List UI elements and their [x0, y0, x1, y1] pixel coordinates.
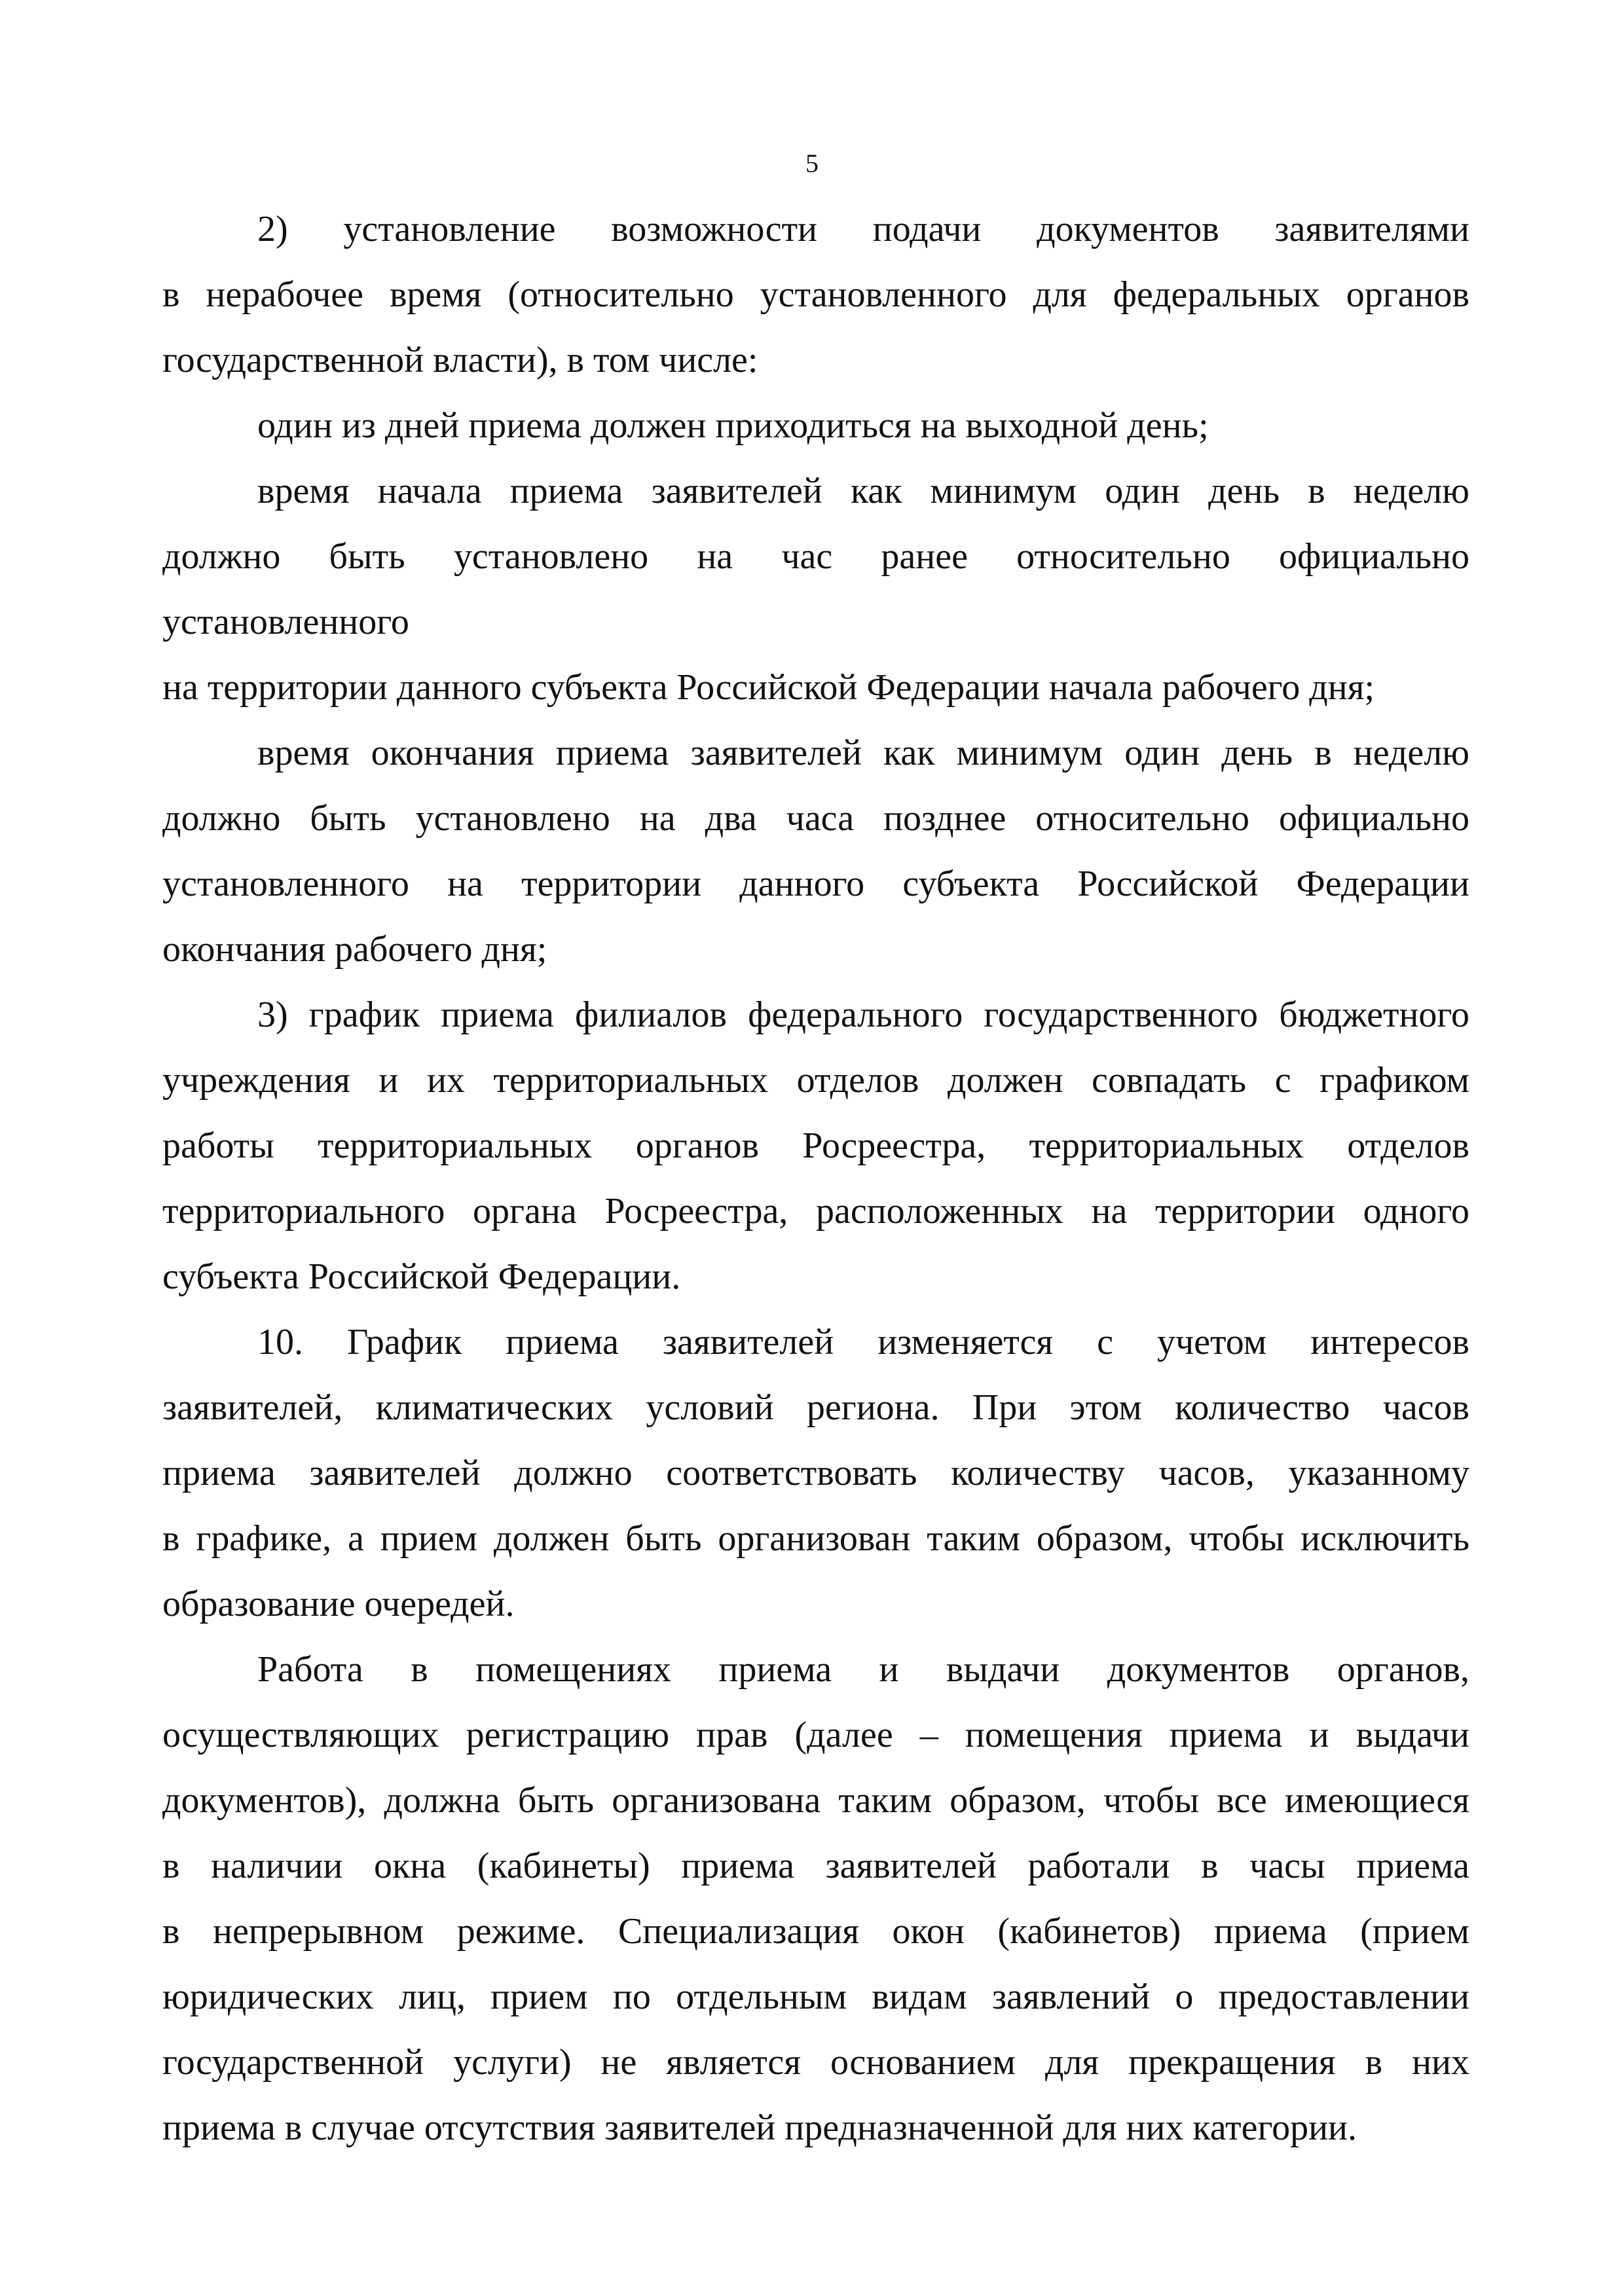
paragraph-premises-work: [162, 1637, 1469, 2160]
text-line: образование очередей.: [162, 1584, 515, 1624]
paragraph-weekend-day: [162, 393, 1469, 458]
text-line: Работа в помещениях приема и выдачи документов органов,: [257, 1649, 1469, 1690]
text-line: территориального органа Росреестра, расположенных на территории одного: [162, 1191, 1469, 1231]
paragraph-start-time: [162, 458, 1469, 655]
text-line: 2) установление возможности подачи документов заявителями: [257, 209, 1469, 249]
text-line: осуществляющих регистрацию прав (далее – помещения приема и выдачи: [162, 1715, 1469, 1755]
text-line: государственной власти), в том числе:: [162, 340, 758, 380]
text-line: 10. График приема заявителей изменяется с учетом интересов: [257, 1322, 1469, 1362]
text-line: установленного на территории данного субъекта Российской Федерации: [162, 864, 1469, 904]
page-number: 5: [805, 149, 819, 178]
paragraph-start-time-continued: [162, 655, 1469, 720]
text-line: документов), должна быть организована таким образом, чтобы все имеющиеся: [162, 1780, 1469, 1821]
text-line: в нерабочее время (относительно установленного для федеральных органов: [162, 274, 1469, 315]
paragraph-section-10: [162, 1309, 1469, 1637]
document-body: [162, 196, 1469, 2160]
text-line: работы территориальных органов Росреестра, территориальных отделов: [162, 1125, 1469, 1166]
text-line: юридических лиц, прием по отдельным видам заявлений о предоставлении: [162, 1977, 1469, 2017]
text-line: должно быть установлено на два часа позднее относительно официально: [162, 798, 1469, 839]
text-line: 3) график приема филиалов федерального государственного бюджетного: [257, 994, 1469, 1035]
text-line: приема в случае отсутствия заявителей предназначенной для них категории.: [162, 2107, 1357, 2148]
text-line: должно быть установлено на час ранее относительно официально: [162, 536, 1469, 577]
text-line: один из дней приема должен приходиться на выходной день;: [257, 405, 1209, 446]
text-line: время окончания приема заявителей как минимум один день в неделю: [257, 733, 1469, 773]
text-line: на территории данного субъекта Российской Федерации начала рабочего дня;: [162, 667, 1375, 708]
paragraph-item-2: [162, 196, 1469, 393]
text-line: заявителей, климатических условий региона. При этом количество часов: [162, 1387, 1469, 1428]
text-line: в графике, а прием должен быть организован таким образом, чтобы исключить: [162, 1518, 1469, 1559]
text-line: субъекта Российской Федерации.: [162, 1256, 681, 1297]
text-line: установленного: [162, 602, 409, 642]
text-line: в непрерывном режиме. Специализация окон (кабинетов) приема (прием: [162, 1911, 1469, 1952]
text-line: государственной услуги) не является основанием для прекращения в них: [162, 2042, 1469, 2083]
text-line: окончания рабочего дня;: [162, 929, 547, 970]
text-line: время начала приема заявителей как минимум один день в неделю: [257, 471, 1469, 511]
text-line: в наличии окна (кабинеты) приема заявителей работали в часы приема: [162, 1846, 1469, 1886]
text-line: учреждения и их территориальных отделов должен совпадать с графиком: [162, 1060, 1469, 1101]
text-line: приема заявителей должно соответствовать количеству часов, указанному: [162, 1453, 1469, 1493]
paragraph-end-time: [162, 720, 1469, 982]
paragraph-item-3: [162, 982, 1469, 1309]
